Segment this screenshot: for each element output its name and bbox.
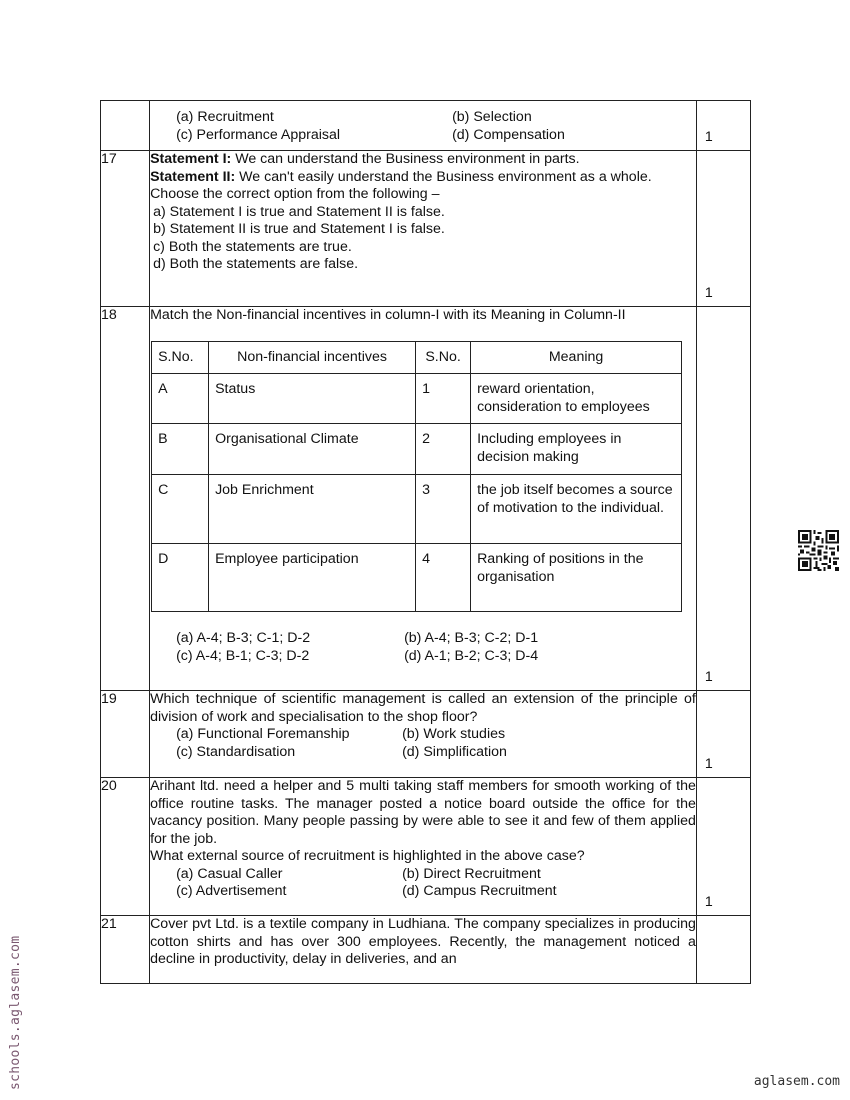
table-row [152,424,682,475]
statement-2 [150,169,696,187]
header-incentives: Non-financial incentives [209,341,416,374]
option-a: a) Statement I is true and Statement II is false. [153,203,445,220]
marks-value: 1 [704,669,713,685]
option-c: c) Both the statements are true. [153,238,352,255]
question-body [150,307,697,691]
option-a: (a) Recruitment [176,109,274,125]
header-meaning: Meaning [471,341,682,374]
option-b: (b) Work studies [402,726,506,742]
table-cell: 1 [416,374,471,424]
option-b: (b) A-4; B-3; C-2; D-1 [404,630,539,646]
option-d: (d) A-1; B-2; C-3; D-4 [404,647,539,664]
marks-cell [696,916,750,984]
option-a: (a) Casual Caller [176,865,283,882]
marks-cell [696,778,750,916]
table-cell: B [152,424,209,475]
question-row-21 [101,916,751,984]
option-a: (a) Functional Foremanship [176,726,350,742]
question-row-17 [101,151,751,307]
qr-code-icon [798,530,839,571]
option-b: (b) Selection [452,109,532,125]
option-c: (c) Standardisation [176,743,296,760]
statement-2-text: We can't easily understand the Business environment as a whole. [235,168,652,185]
options-grid [176,726,696,761]
table-cell: Status [209,374,416,424]
question-row-20 [101,778,751,916]
question-text: Which technique of scientific management is called an extension of the principle of division of work and specialisation to the shop floor? [150,691,696,725]
match-table [151,341,682,613]
statement-1-text: We can understand the Business environment in parts. [231,151,580,167]
table-cell: C [152,475,209,544]
statement-1 [150,151,696,169]
table-cell: Including employees in decision making [471,424,682,475]
marks-cell [696,101,750,151]
question-number: 18 [101,307,150,691]
question-row-16 [101,101,751,151]
marks-value: 1 [704,129,713,145]
table-cell: Job Enrichment [209,475,416,544]
table-cell: Employee participation [209,544,416,612]
statement-2-label: Statement II: [150,168,236,185]
header-sno-1: S.No. [152,341,209,374]
option-b: b) Statement II is true and Statement I is false. [153,221,445,237]
table-cell: D [152,544,209,612]
question-body [150,916,697,984]
table-cell: 2 [416,424,471,475]
option-b: (b) Direct Recruitment [402,865,541,882]
question-number: 21 [101,916,150,984]
table-row [152,475,682,544]
question-number: 19 [101,691,150,778]
table-cell: the job itself becomes a source of motivation to the individual. [471,475,682,544]
table-row [152,374,682,424]
option-a: (a) A-4; B-3; C-1; D-2 [176,630,311,646]
options-grid [176,866,696,901]
question-row-19 [101,691,751,778]
question-prompt: What external source of recruitment is highlighted in the above case? [150,848,585,864]
question-number: 20 [101,778,150,916]
table-cell: reward orientation, consideration to employees [471,374,682,424]
options-grid [176,109,696,144]
option-c: (c) A-4; B-1; C-3; D-2 [176,647,310,664]
table-row [152,544,682,612]
options-grid [176,630,696,665]
option-d: (d) Compensation [452,126,565,143]
statement-1-label: Statement I: [150,151,232,167]
question-body [150,101,697,151]
option-c: (c) Advertisement [176,883,287,899]
site-label: aglasem.com [753,1074,840,1089]
marks-value: 1 [704,756,713,772]
question-row-18 [101,307,751,691]
marks-value: 1 [704,285,713,301]
question-table [100,100,751,984]
table-cell: Ranking of positions in the organisation [471,544,682,612]
question-text: Cover pvt Ltd. is a textile company in Ludhiana. The company specializes in producing cotton shirts and has over 300 employees. Recently, the management noticed a decline in productivity, delay in deliveries, and an [150,916,696,967]
table-cell: A [152,374,209,424]
option-c: (c) Performance Appraisal [176,126,341,143]
header-sno-2: S.No. [416,341,471,374]
option-d: (d) Campus Recruitment [402,883,557,899]
marks-cell [696,307,750,691]
question-number: 17 [101,151,150,307]
table-cell: Organisational Climate [209,424,416,475]
table-cell: 3 [416,475,471,544]
watermark-text: schools.aglasem.com [8,935,23,1090]
marks-cell [696,151,750,307]
question-text: Match the Non-financial incentives in column-I with its Meaning in Column-II [150,307,626,323]
question-number-cell [101,101,150,151]
question-body [150,691,697,778]
match-table-header [152,341,682,374]
question-body [150,151,697,307]
question-body [150,778,697,916]
table-cell: 4 [416,544,471,612]
marks-value: 1 [704,894,713,910]
marks-cell [696,691,750,778]
option-d: (d) Simplification [402,743,507,760]
option-d: d) Both the statements are false. [153,256,359,272]
question-text: Arihant ltd. need a helper and 5 multi taking staff members for smooth working of the office routine tasks. The manager posted a notice board outside the office for the vacancy position. Many people passing by were able to see it and few of them applied for the job. [150,778,696,847]
question-prompt: Choose the correct option from the following – [150,186,440,202]
